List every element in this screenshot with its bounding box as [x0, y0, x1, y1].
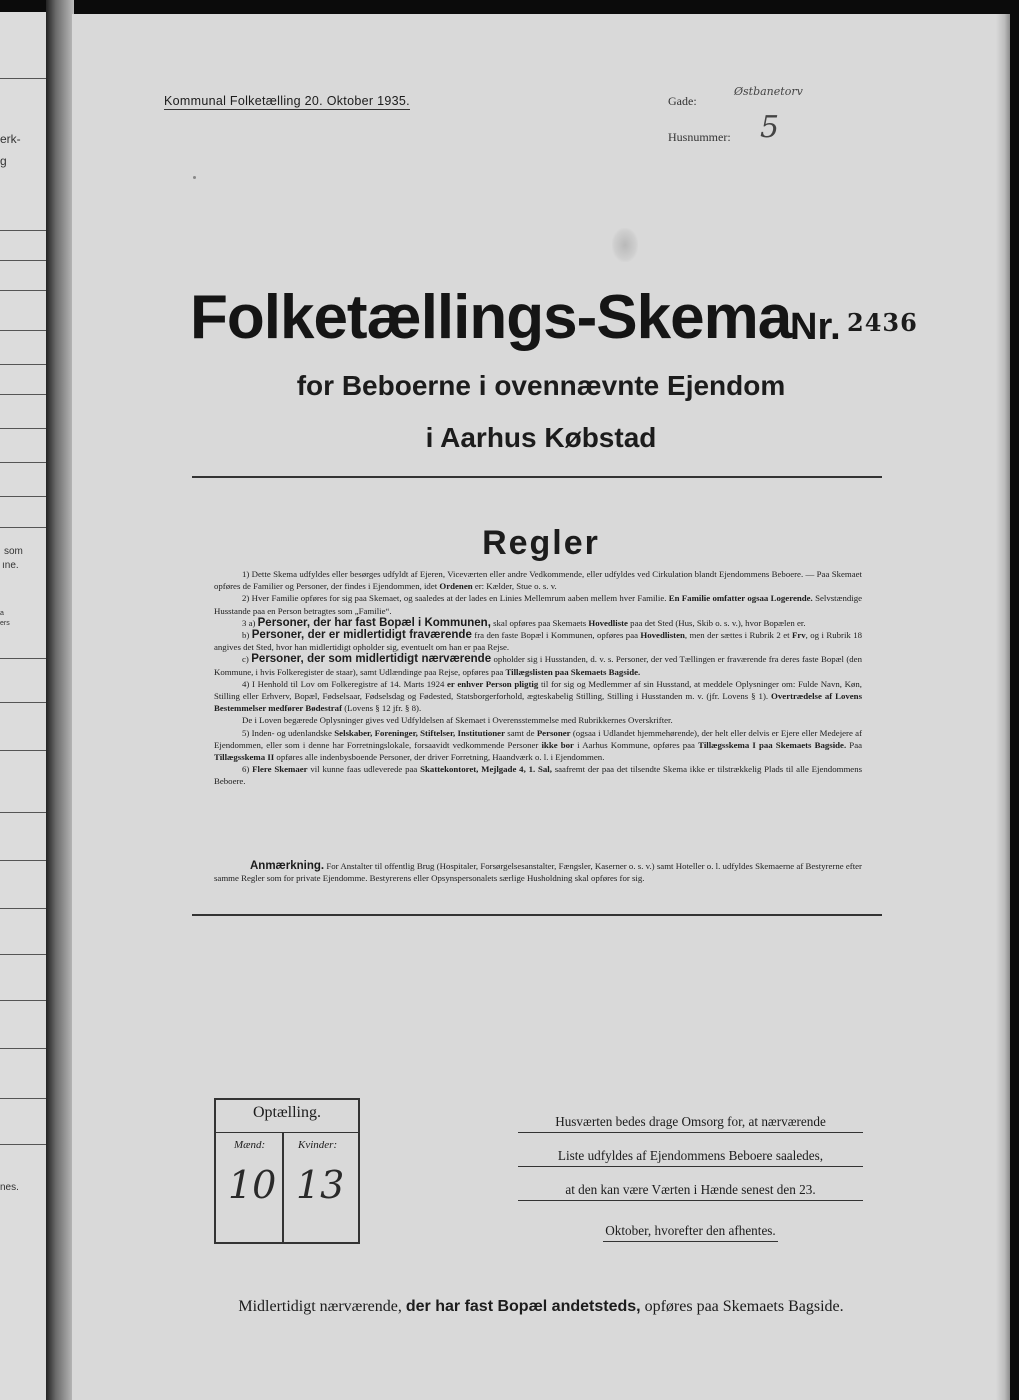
fragment-text: erk- [0, 132, 21, 146]
rule-3b: b) Personer, der er midlertidigt fraværende fra den faste Bopæl i Kommunen, opføres paa Hovedlisten, men der sættes i Rubrik 2 et Frv, og i Rubrik 18 angives det Sted, hvor han midlertidigt opholder sig, eventuelt om han er paa Rejse. [214, 629, 862, 653]
remark-body: For Anstalter til offentlig Brug (Hospitaler, Forsørgelsesanstalter, Fængsler, Kaserner o. s. v.) samt Hoteller o. l. udfyldes Skemaerne af Bestyrerne efter samme Regler som for private Ejendomme. Bestyrerens eller Opsynspersonalets særlige Husholdning skal opføres for sig. [214, 861, 862, 884]
rules-heading: Regler [482, 524, 600, 562]
divider [0, 364, 46, 365]
divider [0, 702, 46, 703]
women-count: 13 [296, 1163, 345, 1207]
landlord-notice [518, 1112, 863, 1255]
page-edge-shadow [996, 14, 1010, 1400]
divider [0, 496, 46, 497]
section-divider [192, 476, 882, 478]
notice-line: Liste udfyldes af Ejendommens Beboere saaledes, [518, 1146, 863, 1167]
rule-3c: c) Personer, der som midlertidigt nærværende opholder sig i Husstanden, d. v. s. Personer, der ved Tællingen er fraværende fra deres faste Bopæl (den Kommune, i hvis Folkeregister de staar), samt Udlændinge paa Rejse, opføres paa Tillægslisten paa Skemaets Bagside. [214, 653, 862, 677]
divider [0, 1144, 46, 1145]
rule-5: 5) Inden- og udenlandske Selskaber, Foreninger, Stiftelser, Institutioner samt de Personer (ogsaa i Udlandet hjemmehørende), der helt eller delvis er Ejere eller Medejere af Ejendommen, eller som i denne har Forretningslokale, forsaavidt vedkommende Personer ikke bor i Aarhus Kommune, opføres paa Tillægsskema I paa Skemaets Bagside. Paa Tillægsskema II opføres alle indenbysboende Personer, der driver Forretning, Haandværk o. l. i Ejendommen. [214, 727, 863, 763]
rule-2: 2) Hver Familie opføres for sig paa Skemaet, og saaledes at der lades en Linies Mellemrum aaben mellem hver Familie. En Familie omfatter ogsaa Logerende. Selvstændige Husstande paa en Person betragtes som „Familie“. [214, 593, 862, 616]
divider [0, 394, 46, 395]
ink-speck [193, 176, 196, 179]
divider [0, 860, 46, 861]
previous-page-edge [0, 12, 46, 1400]
divider [0, 330, 46, 331]
rule-1: 1) Dette Skema udfyldes eller besørges udfyldt af Ejeren, Viceværten eller andre Vedkommende, eller udfyldes ved Cirkulation blandt Ejendommens Beboere. — Paa Skemaet opføres de Familier og Personer, der findes i Ejendommen, idet Ordenen er: Kælder, Stue o. s. v. [214, 569, 862, 592]
street-label: Gade: [668, 94, 697, 108]
form-title: Folketællings-Skema [190, 283, 792, 352]
fragment-text: nes. [0, 1182, 19, 1193]
divider [0, 462, 46, 463]
house-number-value: 5 [760, 110, 780, 145]
census-form-page [72, 14, 1010, 1400]
paper-stain [612, 228, 638, 262]
remark-label: Anmærkning. [250, 860, 325, 872]
divider [0, 1000, 46, 1001]
remark-text [214, 860, 862, 884]
count-box [214, 1098, 360, 1244]
house-number-label: Husnummer: [668, 130, 731, 144]
count-table [216, 1132, 358, 1243]
divider [0, 954, 46, 955]
count-title: Optælling. [252, 1104, 321, 1121]
book-gutter [46, 0, 74, 1400]
rule-4-note: De i Loven begærede Oplysninger gives ved Udfyldelsen af Skemaet i Overensstemmelse med Rubrikkernes Overskrifter. [242, 715, 673, 726]
divider [0, 527, 46, 528]
divider [0, 812, 46, 813]
footer-note: Midlertidigt nærværende, der har fast Bopæl andetsteds, opføres paa Skemaets Bagside. [238, 1298, 844, 1315]
divider [0, 230, 46, 231]
notice-line: Husværten bedes drage Omsorg for, at nærværende [518, 1112, 863, 1133]
fragment-text: som [4, 546, 23, 557]
street-value: Østbanetorv [734, 85, 803, 98]
rule-3a: 3 a) Personer, der har fast Bopæl i Kommunen, skal opføres paa Skemaets Hovedliste paa det Sted (Hus, Skib o. s. v.), hvor Bopælen er. [242, 616, 806, 629]
notice-line: at den kan være Værten i Hænde senest den 23. [518, 1180, 863, 1201]
men-label: Mænd: [234, 1139, 266, 1151]
divider [0, 908, 46, 909]
rules-text [214, 568, 862, 788]
form-subtitle: for Beboerne i ovennævnte Ejendom [296, 370, 786, 401]
divider [0, 290, 46, 291]
women-label: Kvinder: [298, 1139, 338, 1151]
fragment-text: a [0, 610, 4, 617]
count-column-divider [282, 1133, 284, 1243]
form-number-value: 2436 [847, 308, 918, 337]
form-number-label: Nr. [790, 306, 841, 348]
men-count: 10 [228, 1163, 277, 1207]
divider [0, 658, 46, 659]
divider [0, 78, 46, 79]
form-location: i Aarhus Købstad [425, 422, 657, 453]
fragment-text: g [0, 154, 7, 168]
section-divider [192, 914, 882, 916]
notice-line: Oktober, hvorefter den afhentes. [603, 1221, 777, 1242]
divider [0, 260, 46, 261]
census-header: Kommunal Folketælling 20. Oktober 1935. [164, 94, 410, 108]
rule-4: 4) I Henhold til Lov om Folkeregistre af 14. Marts 1924 er enhver Person pligtig til for sig og Medlemmer af sin Husstand, at meddele Oplysninger om: Fulde Navn, Køn, Stilling eller Erhverv, Bopæl, Fødselsaar, Fødselsdag og Fødested, Statsborgerforhold, ægteskabelig Stilling, Stilling i Husstanden m. v. (jfr. Lovens § 1). Overtrædelse af Lovens Bestemmelser medfører Bødestraf (Lovens § 12 jfr. § 8). [214, 678, 862, 714]
divider [0, 1048, 46, 1049]
fragment-text: ers [0, 620, 10, 627]
divider [0, 1098, 46, 1099]
divider [0, 428, 46, 429]
fragment-text: ıne. [2, 560, 19, 571]
divider [0, 750, 46, 751]
rule-6: 6) Flere Skemaer vil kunne faas udleverede paa Skattekontoret, Mejlgade 4, 1. Sal, saafremt der paa det tilsendte Skema ikke er tilstrækkelig Plads til alle Ejendommens Beboere. [214, 764, 863, 787]
